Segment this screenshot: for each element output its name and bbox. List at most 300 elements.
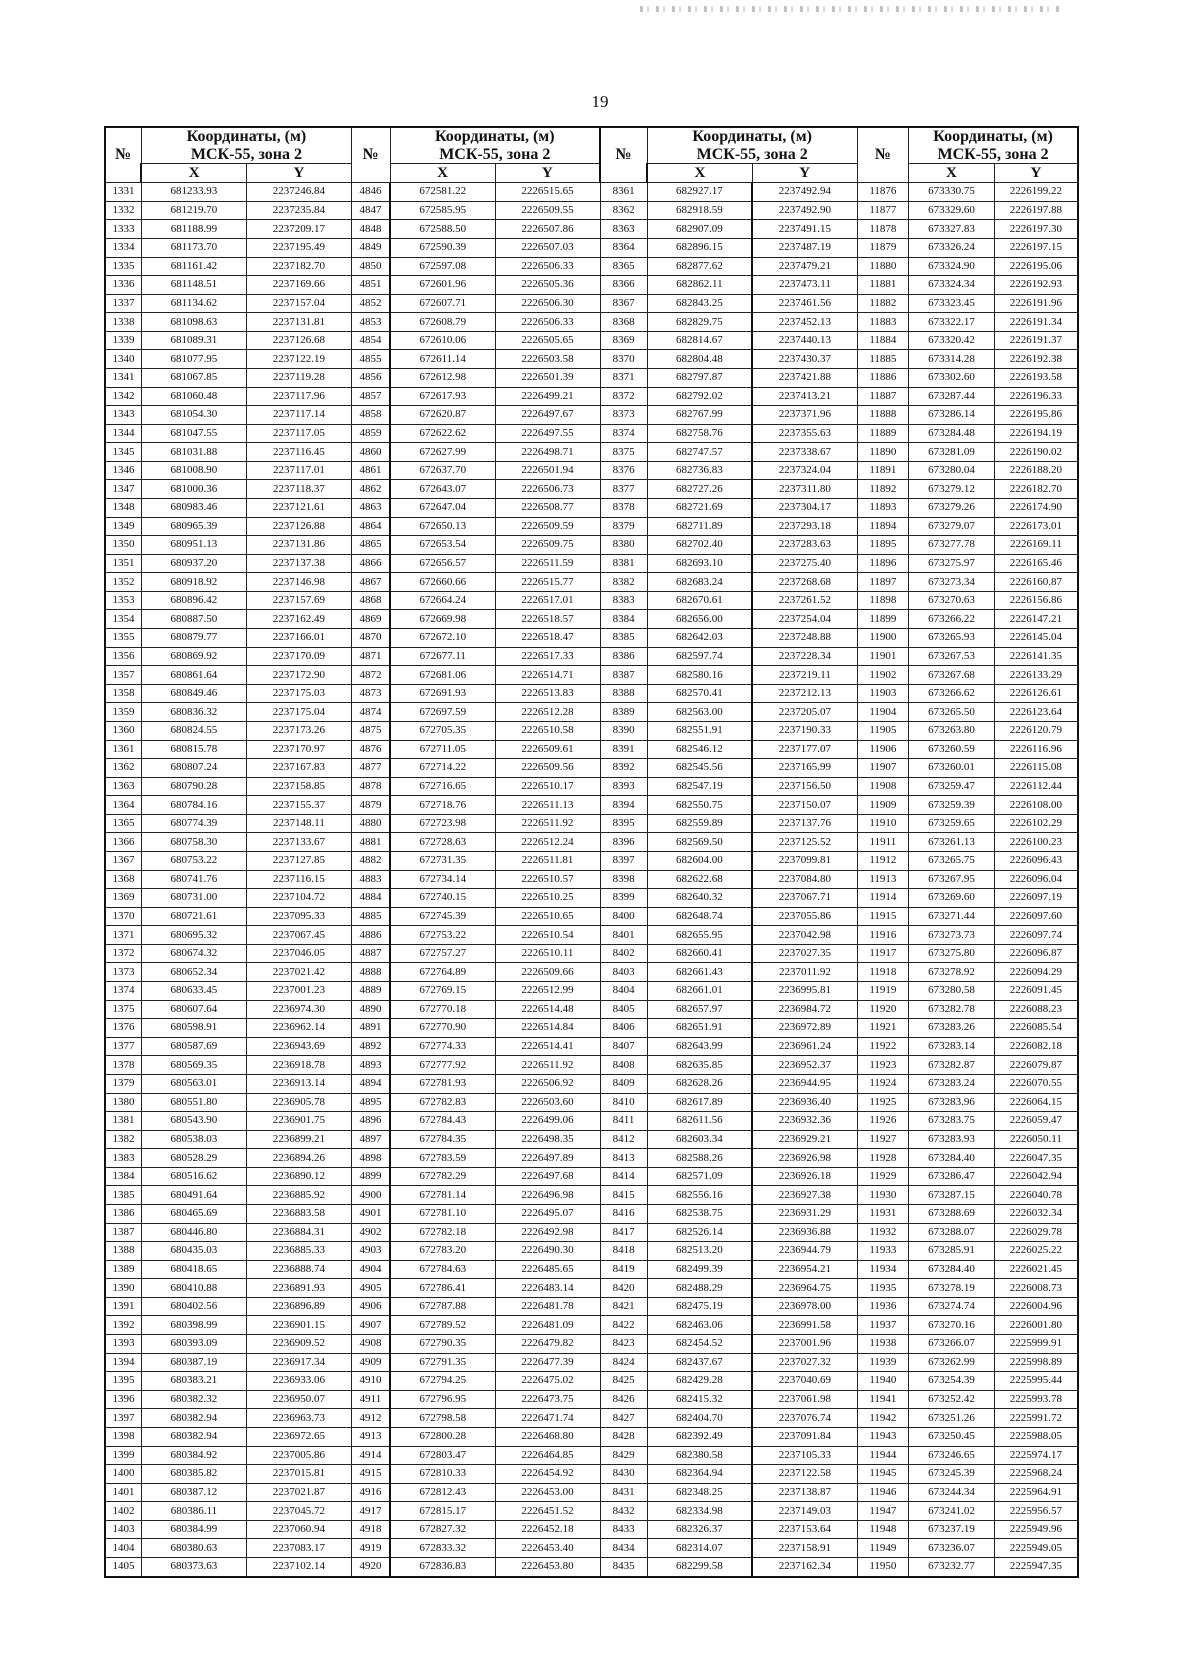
x-coordinate: 673324.34 — [909, 276, 995, 295]
point-number: 4865 — [351, 536, 390, 555]
x-coordinate: 681047.55 — [141, 424, 246, 443]
y-coordinate: 2226070.55 — [994, 1074, 1078, 1093]
x-coordinate: 681060.48 — [141, 387, 246, 406]
point-number: 1366 — [105, 833, 141, 852]
table-row — [105, 1223, 1078, 1242]
y-coordinate: 2226492.98 — [495, 1223, 600, 1242]
y-coordinate: 2226191.37 — [994, 331, 1078, 350]
y-coordinate: 2225999.91 — [994, 1335, 1078, 1354]
x-coordinate: 680402.56 — [141, 1297, 246, 1316]
x-coordinate: 680836.32 — [141, 703, 246, 722]
y-coordinate: 2226120.79 — [994, 721, 1078, 740]
y-coordinate: 2226008.73 — [994, 1279, 1078, 1298]
y-coordinate: 2226160.87 — [994, 573, 1078, 592]
point-number: 11933 — [857, 1242, 908, 1261]
x-coordinate: 682918.59 — [647, 201, 752, 220]
x-coordinate: 672705.35 — [390, 721, 495, 740]
x-coordinate: 681067.85 — [141, 368, 246, 387]
x-coordinate: 680384.92 — [141, 1446, 246, 1465]
y-coordinate: 2226513.83 — [495, 684, 600, 703]
point-number: 1375 — [105, 1000, 141, 1019]
x-coordinate: 682747.57 — [647, 443, 752, 462]
x-coordinate: 672718.76 — [390, 796, 495, 815]
point-number: 1395 — [105, 1372, 141, 1391]
point-number: 11924 — [857, 1074, 908, 1093]
y-coordinate: 2226498.71 — [495, 443, 600, 462]
point-number: 1390 — [105, 1279, 141, 1298]
y-coordinate: 2237131.86 — [246, 536, 351, 555]
x-coordinate: 680753.22 — [141, 852, 246, 871]
x-coordinate: 680598.91 — [141, 1019, 246, 1038]
table-row — [105, 852, 1078, 871]
x-coordinate: 672731.35 — [390, 852, 495, 871]
y-coordinate: 2225974.17 — [994, 1446, 1078, 1465]
x-coordinate: 682877.62 — [647, 257, 752, 276]
point-number: 4885 — [351, 907, 390, 926]
x-coordinate: 672781.93 — [390, 1074, 495, 1093]
point-number: 8377 — [600, 480, 647, 499]
x-coordinate: 682588.26 — [647, 1149, 752, 1168]
y-coordinate: 2226182.70 — [994, 480, 1078, 499]
point-number: 11916 — [857, 926, 908, 945]
x-coordinate: 682804.48 — [647, 350, 752, 369]
point-number: 1379 — [105, 1074, 141, 1093]
y-coordinate: 2226498.35 — [495, 1130, 600, 1149]
point-number: 1382 — [105, 1130, 141, 1149]
x-coordinate: 673266.07 — [909, 1335, 995, 1354]
x-coordinate: 680383.21 — [141, 1372, 246, 1391]
point-number: 11912 — [857, 852, 908, 871]
point-number: 4920 — [351, 1557, 390, 1577]
x-coordinate: 682429.28 — [647, 1372, 752, 1391]
x-coordinate: 673269.60 — [909, 889, 995, 908]
x-coordinate: 682392.49 — [647, 1427, 752, 1446]
point-number: 8409 — [600, 1074, 647, 1093]
y-coordinate: 2237173.26 — [246, 721, 351, 740]
x-coordinate: 672770.18 — [390, 1000, 495, 1019]
x-coordinate: 682661.01 — [647, 982, 752, 1001]
y-coordinate: 2236931.29 — [752, 1204, 857, 1223]
y-coordinate: 2226501.94 — [495, 461, 600, 480]
x-coordinate: 673245.39 — [909, 1465, 995, 1484]
point-number: 11879 — [857, 238, 908, 257]
y-coordinate: 2237212.13 — [752, 684, 857, 703]
y-coordinate: 2226510.11 — [495, 944, 600, 963]
x-coordinate: 682635.85 — [647, 1056, 752, 1075]
x-coordinate: 672620.87 — [390, 406, 495, 425]
x-coordinate: 673280.04 — [909, 461, 995, 480]
y-coordinate: 2236885.33 — [246, 1242, 351, 1261]
y-coordinate: 2237177.07 — [752, 740, 857, 759]
y-coordinate: 2237121.61 — [246, 499, 351, 518]
point-number: 8388 — [600, 684, 647, 703]
point-number: 8378 — [600, 499, 647, 518]
y-coordinate: 2237246.84 — [246, 183, 351, 202]
point-number: 4882 — [351, 852, 390, 871]
x-coordinate: 682797.87 — [647, 368, 752, 387]
x-coordinate: 672764.89 — [390, 963, 495, 982]
x-coordinate: 682513.20 — [647, 1242, 752, 1261]
table-row — [105, 461, 1078, 480]
point-number: 8370 — [600, 350, 647, 369]
y-coordinate: 2237027.32 — [752, 1353, 857, 1372]
x-coordinate: 673283.96 — [909, 1093, 995, 1112]
y-coordinate: 2237165.99 — [752, 759, 857, 778]
point-number: 8411 — [600, 1112, 647, 1131]
point-number: 11950 — [857, 1557, 908, 1577]
x-coordinate: 680380.63 — [141, 1539, 246, 1558]
x-coordinate: 680465.69 — [141, 1204, 246, 1223]
y-coordinate: 2237170.09 — [246, 647, 351, 666]
point-number: 1370 — [105, 907, 141, 926]
x-coordinate: 672728.63 — [390, 833, 495, 852]
point-number: 11923 — [857, 1056, 908, 1075]
point-number: 8395 — [600, 814, 647, 833]
point-number: 4895 — [351, 1093, 390, 1112]
y-coordinate: 2236918.78 — [246, 1056, 351, 1075]
x-coordinate: 673278.19 — [909, 1279, 995, 1298]
table-row — [105, 1204, 1078, 1223]
table-row — [105, 313, 1078, 332]
x-coordinate: 682526.14 — [647, 1223, 752, 1242]
point-number: 11930 — [857, 1186, 908, 1205]
point-number: 4855 — [351, 350, 390, 369]
x-coordinate: 680382.94 — [141, 1427, 246, 1446]
table-row — [105, 759, 1078, 778]
y-coordinate: 2236950.07 — [246, 1390, 351, 1409]
y-coordinate: 2236932.36 — [752, 1112, 857, 1131]
point-number: 11896 — [857, 554, 908, 573]
x-coordinate: 682563.00 — [647, 703, 752, 722]
table-row — [105, 1557, 1078, 1577]
y-coordinate: 2226001.80 — [994, 1316, 1078, 1335]
x-coordinate: 680849.46 — [141, 684, 246, 703]
y-coordinate: 2236961.24 — [752, 1037, 857, 1056]
table-row — [105, 1074, 1078, 1093]
x-coordinate: 680918.92 — [141, 573, 246, 592]
point-number: 8364 — [600, 238, 647, 257]
point-number: 1401 — [105, 1483, 141, 1502]
num-header: № — [351, 127, 390, 183]
point-number: 11900 — [857, 629, 908, 648]
x-coordinate: 673266.22 — [909, 610, 995, 629]
y-coordinate: 2237169.66 — [246, 276, 351, 295]
x-coordinate: 682758.76 — [647, 424, 752, 443]
point-number: 1332 — [105, 201, 141, 220]
x-coordinate: 673260.01 — [909, 759, 995, 778]
num-header: № — [600, 127, 647, 183]
point-number: 11899 — [857, 610, 908, 629]
point-number: 1341 — [105, 368, 141, 387]
x-coordinate: 682721.69 — [647, 499, 752, 518]
x-coordinate: 673288.69 — [909, 1204, 995, 1223]
x-coordinate: 673279.07 — [909, 517, 995, 536]
y-coordinate: 2226503.60 — [495, 1093, 600, 1112]
point-number: 1376 — [105, 1019, 141, 1038]
point-number: 11939 — [857, 1353, 908, 1372]
y-coordinate: 2237117.05 — [246, 424, 351, 443]
table-row — [105, 1037, 1078, 1056]
x-coordinate: 682334.98 — [647, 1502, 752, 1521]
point-number: 8430 — [600, 1465, 647, 1484]
y-coordinate: 2237021.42 — [246, 963, 351, 982]
x-coordinate: 673280.58 — [909, 982, 995, 1001]
y-coordinate: 2237027.35 — [752, 944, 857, 963]
coords-label: Координаты, (м) — [435, 128, 555, 145]
point-number: 8365 — [600, 257, 647, 276]
y-coordinate: 2237104.72 — [246, 889, 351, 908]
point-number: 1398 — [105, 1427, 141, 1446]
x-coordinate: 673283.24 — [909, 1074, 995, 1093]
x-coordinate: 672664.24 — [390, 591, 495, 610]
x-coordinate: 673326.24 — [909, 238, 995, 257]
x-coordinate: 680607.64 — [141, 1000, 246, 1019]
point-number: 4868 — [351, 591, 390, 610]
table-row — [105, 1372, 1078, 1391]
table-row — [105, 1149, 1078, 1168]
y-coordinate: 2236943.69 — [246, 1037, 351, 1056]
y-coordinate: 2237190.33 — [752, 721, 857, 740]
y-coordinate: 2226197.30 — [994, 220, 1078, 239]
x-coordinate: 680538.03 — [141, 1130, 246, 1149]
y-coordinate: 2237268.68 — [752, 573, 857, 592]
point-number: 11886 — [857, 368, 908, 387]
x-header: X — [141, 164, 246, 183]
y-coordinate: 2226197.88 — [994, 201, 1078, 220]
x-coordinate: 672783.20 — [390, 1242, 495, 1261]
y-coordinate: 2226510.25 — [495, 889, 600, 908]
point-number: 1396 — [105, 1390, 141, 1409]
y-coordinate: 2237162.34 — [752, 1557, 857, 1577]
point-number: 8403 — [600, 963, 647, 982]
x-coordinate: 673237.19 — [909, 1520, 995, 1539]
point-number: 1356 — [105, 647, 141, 666]
point-number: 11920 — [857, 1000, 908, 1019]
x-coordinate: 673277.78 — [909, 536, 995, 555]
x-coordinate: 672784.35 — [390, 1130, 495, 1149]
point-number: 11898 — [857, 591, 908, 610]
y-coordinate: 2236901.15 — [246, 1316, 351, 1335]
y-coordinate: 2226064.15 — [994, 1093, 1078, 1112]
y-coordinate: 2226191.96 — [994, 294, 1078, 313]
y-coordinate: 2237149.03 — [752, 1502, 857, 1521]
y-coordinate: 2237461.56 — [752, 294, 857, 313]
table-row — [105, 573, 1078, 592]
y-coordinate: 2225991.72 — [994, 1409, 1078, 1428]
point-number: 4880 — [351, 814, 390, 833]
x-coordinate: 682571.09 — [647, 1167, 752, 1186]
point-number: 4857 — [351, 387, 390, 406]
x-coordinate: 672691.93 — [390, 684, 495, 703]
x-coordinate: 673279.26 — [909, 499, 995, 518]
y-coordinate: 2226133.29 — [994, 666, 1078, 685]
point-number: 8433 — [600, 1520, 647, 1539]
x-coordinate: 681031.88 — [141, 443, 246, 462]
point-number: 1347 — [105, 480, 141, 499]
y-coordinate: 2226079.87 — [994, 1056, 1078, 1075]
point-number: 1362 — [105, 759, 141, 778]
point-number: 1338 — [105, 313, 141, 332]
point-number: 11926 — [857, 1112, 908, 1131]
y-coordinate: 2237076.74 — [752, 1409, 857, 1428]
point-number: 1365 — [105, 814, 141, 833]
point-number: 4881 — [351, 833, 390, 852]
y-coordinate: 2237042.98 — [752, 926, 857, 945]
point-number: 11889 — [857, 424, 908, 443]
x-coordinate: 673254.39 — [909, 1372, 995, 1391]
x-coordinate: 681161.42 — [141, 257, 246, 276]
point-number: 4902 — [351, 1223, 390, 1242]
system-label: МСК-55, зона 2 — [439, 145, 551, 163]
y-coordinate: 2237304.17 — [752, 499, 857, 518]
y-coordinate: 2226040.78 — [994, 1186, 1078, 1205]
x-coordinate: 682570.41 — [647, 684, 752, 703]
table-header — [105, 127, 1078, 183]
x-coordinate: 672782.18 — [390, 1223, 495, 1242]
x-coordinate: 682463.06 — [647, 1316, 752, 1335]
x-coordinate: 680516.62 — [141, 1167, 246, 1186]
point-number: 11908 — [857, 777, 908, 796]
point-number: 11927 — [857, 1130, 908, 1149]
point-number: 4877 — [351, 759, 390, 778]
system-label: МСК-55, зона 2 — [696, 145, 808, 163]
y-coordinate: 2237105.33 — [752, 1446, 857, 1465]
num-header: № — [857, 127, 908, 183]
x-coordinate: 681054.30 — [141, 406, 246, 425]
y-coordinate: 2236913.14 — [246, 1074, 351, 1093]
table-row — [105, 201, 1078, 220]
x-coordinate: 672740.15 — [390, 889, 495, 908]
y-coordinate: 2226499.06 — [495, 1112, 600, 1131]
y-coordinate: 2226042.94 — [994, 1167, 1078, 1186]
point-number: 8420 — [600, 1279, 647, 1298]
x-coordinate: 673267.53 — [909, 647, 995, 666]
table-row — [105, 610, 1078, 629]
point-number: 11880 — [857, 257, 908, 276]
point-number: 4883 — [351, 870, 390, 889]
x-coordinate: 680382.94 — [141, 1409, 246, 1428]
point-number: 4907 — [351, 1316, 390, 1335]
y-coordinate: 2236936.40 — [752, 1093, 857, 1112]
x-coordinate: 682603.34 — [647, 1130, 752, 1149]
y-coordinate: 2226096.87 — [994, 944, 1078, 963]
x-coordinate: 682437.67 — [647, 1353, 752, 1372]
point-number: 11884 — [857, 331, 908, 350]
x-coordinate: 672697.59 — [390, 703, 495, 722]
x-coordinate: 681173.70 — [141, 238, 246, 257]
x-coordinate: 680398.99 — [141, 1316, 246, 1335]
y-coordinate: 2237338.67 — [752, 443, 857, 462]
point-number: 8389 — [600, 703, 647, 722]
point-number: 4864 — [351, 517, 390, 536]
y-coordinate: 2226464.85 — [495, 1446, 600, 1465]
table-row — [105, 499, 1078, 518]
point-number: 8376 — [600, 461, 647, 480]
x-coordinate: 680887.50 — [141, 610, 246, 629]
x-coordinate: 680387.19 — [141, 1353, 246, 1372]
coords-label: Координаты, (м) — [186, 128, 307, 145]
x-coordinate: 673322.17 — [909, 313, 995, 332]
y-coordinate: 2236952.37 — [752, 1056, 857, 1075]
point-number: 1377 — [105, 1037, 141, 1056]
point-number: 8390 — [600, 721, 647, 740]
y-coordinate: 2237046.05 — [246, 944, 351, 963]
x-coordinate: 673302.60 — [909, 368, 995, 387]
x-coordinate: 681188.99 — [141, 220, 246, 239]
x-coordinate: 681134.62 — [141, 294, 246, 313]
y-coordinate: 2236978.00 — [752, 1297, 857, 1316]
x-coordinate: 672827.32 — [390, 1520, 495, 1539]
y-coordinate: 2237162.49 — [246, 610, 351, 629]
point-number: 8416 — [600, 1204, 647, 1223]
x-coordinate: 680815.78 — [141, 740, 246, 759]
table-row — [105, 1446, 1078, 1465]
x-coordinate: 682597.74 — [647, 647, 752, 666]
table-row — [105, 257, 1078, 276]
x-coordinate: 673287.15 — [909, 1186, 995, 1205]
table-row — [105, 443, 1078, 462]
x-coordinate: 682617.89 — [647, 1093, 752, 1112]
point-number: 8415 — [600, 1186, 647, 1205]
x-coordinate: 673259.47 — [909, 777, 995, 796]
point-number: 11907 — [857, 759, 908, 778]
y-coordinate: 2237228.34 — [752, 647, 857, 666]
point-number: 8374 — [600, 424, 647, 443]
x-coordinate: 672787.88 — [390, 1297, 495, 1316]
y-coordinate: 2236963.73 — [246, 1409, 351, 1428]
x-coordinate: 681089.31 — [141, 331, 246, 350]
point-number: 1399 — [105, 1446, 141, 1465]
coords-label: Координаты, (м) — [933, 128, 1053, 145]
x-coordinate: 672669.98 — [390, 610, 495, 629]
point-number: 8386 — [600, 647, 647, 666]
x-coordinate: 672597.08 — [390, 257, 495, 276]
x-coordinate: 672794.25 — [390, 1372, 495, 1391]
y-coordinate: 2237117.96 — [246, 387, 351, 406]
x-coordinate: 680784.16 — [141, 796, 246, 815]
x-coordinate: 673320.42 — [909, 331, 995, 350]
x-coordinate: 673270.63 — [909, 591, 995, 610]
point-number: 4863 — [351, 499, 390, 518]
point-number: 11902 — [857, 666, 908, 685]
y-coordinate: 2237172.90 — [246, 666, 351, 685]
y-coordinate: 2226514.48 — [495, 1000, 600, 1019]
y-coordinate: 2226515.65 — [495, 183, 600, 202]
point-number: 11936 — [857, 1297, 908, 1316]
x-coordinate: 673244.34 — [909, 1483, 995, 1502]
x-coordinate: 682736.83 — [647, 461, 752, 480]
y-coordinate: 2226509.75 — [495, 536, 600, 555]
x-coordinate: 672800.28 — [390, 1427, 495, 1446]
y-coordinate: 2226453.40 — [495, 1539, 600, 1558]
x-coordinate: 672714.22 — [390, 759, 495, 778]
point-number: 1403 — [105, 1520, 141, 1539]
x-coordinate: 682907.09 — [647, 220, 752, 239]
x-coordinate: 673324.90 — [909, 257, 995, 276]
y-coordinate: 2226503.58 — [495, 350, 600, 369]
y-coordinate: 2236909.52 — [246, 1335, 351, 1354]
point-number: 11943 — [857, 1427, 908, 1446]
y-coordinate: 2237137.38 — [246, 554, 351, 573]
table-row — [105, 1539, 1078, 1558]
point-number: 11941 — [857, 1390, 908, 1409]
y-coordinate: 2237182.70 — [246, 257, 351, 276]
x-coordinate: 672653.54 — [390, 536, 495, 555]
point-number: 8384 — [600, 610, 647, 629]
x-coordinate: 680869.92 — [141, 647, 246, 666]
x-coordinate: 673314.28 — [909, 350, 995, 369]
point-number: 1374 — [105, 982, 141, 1001]
